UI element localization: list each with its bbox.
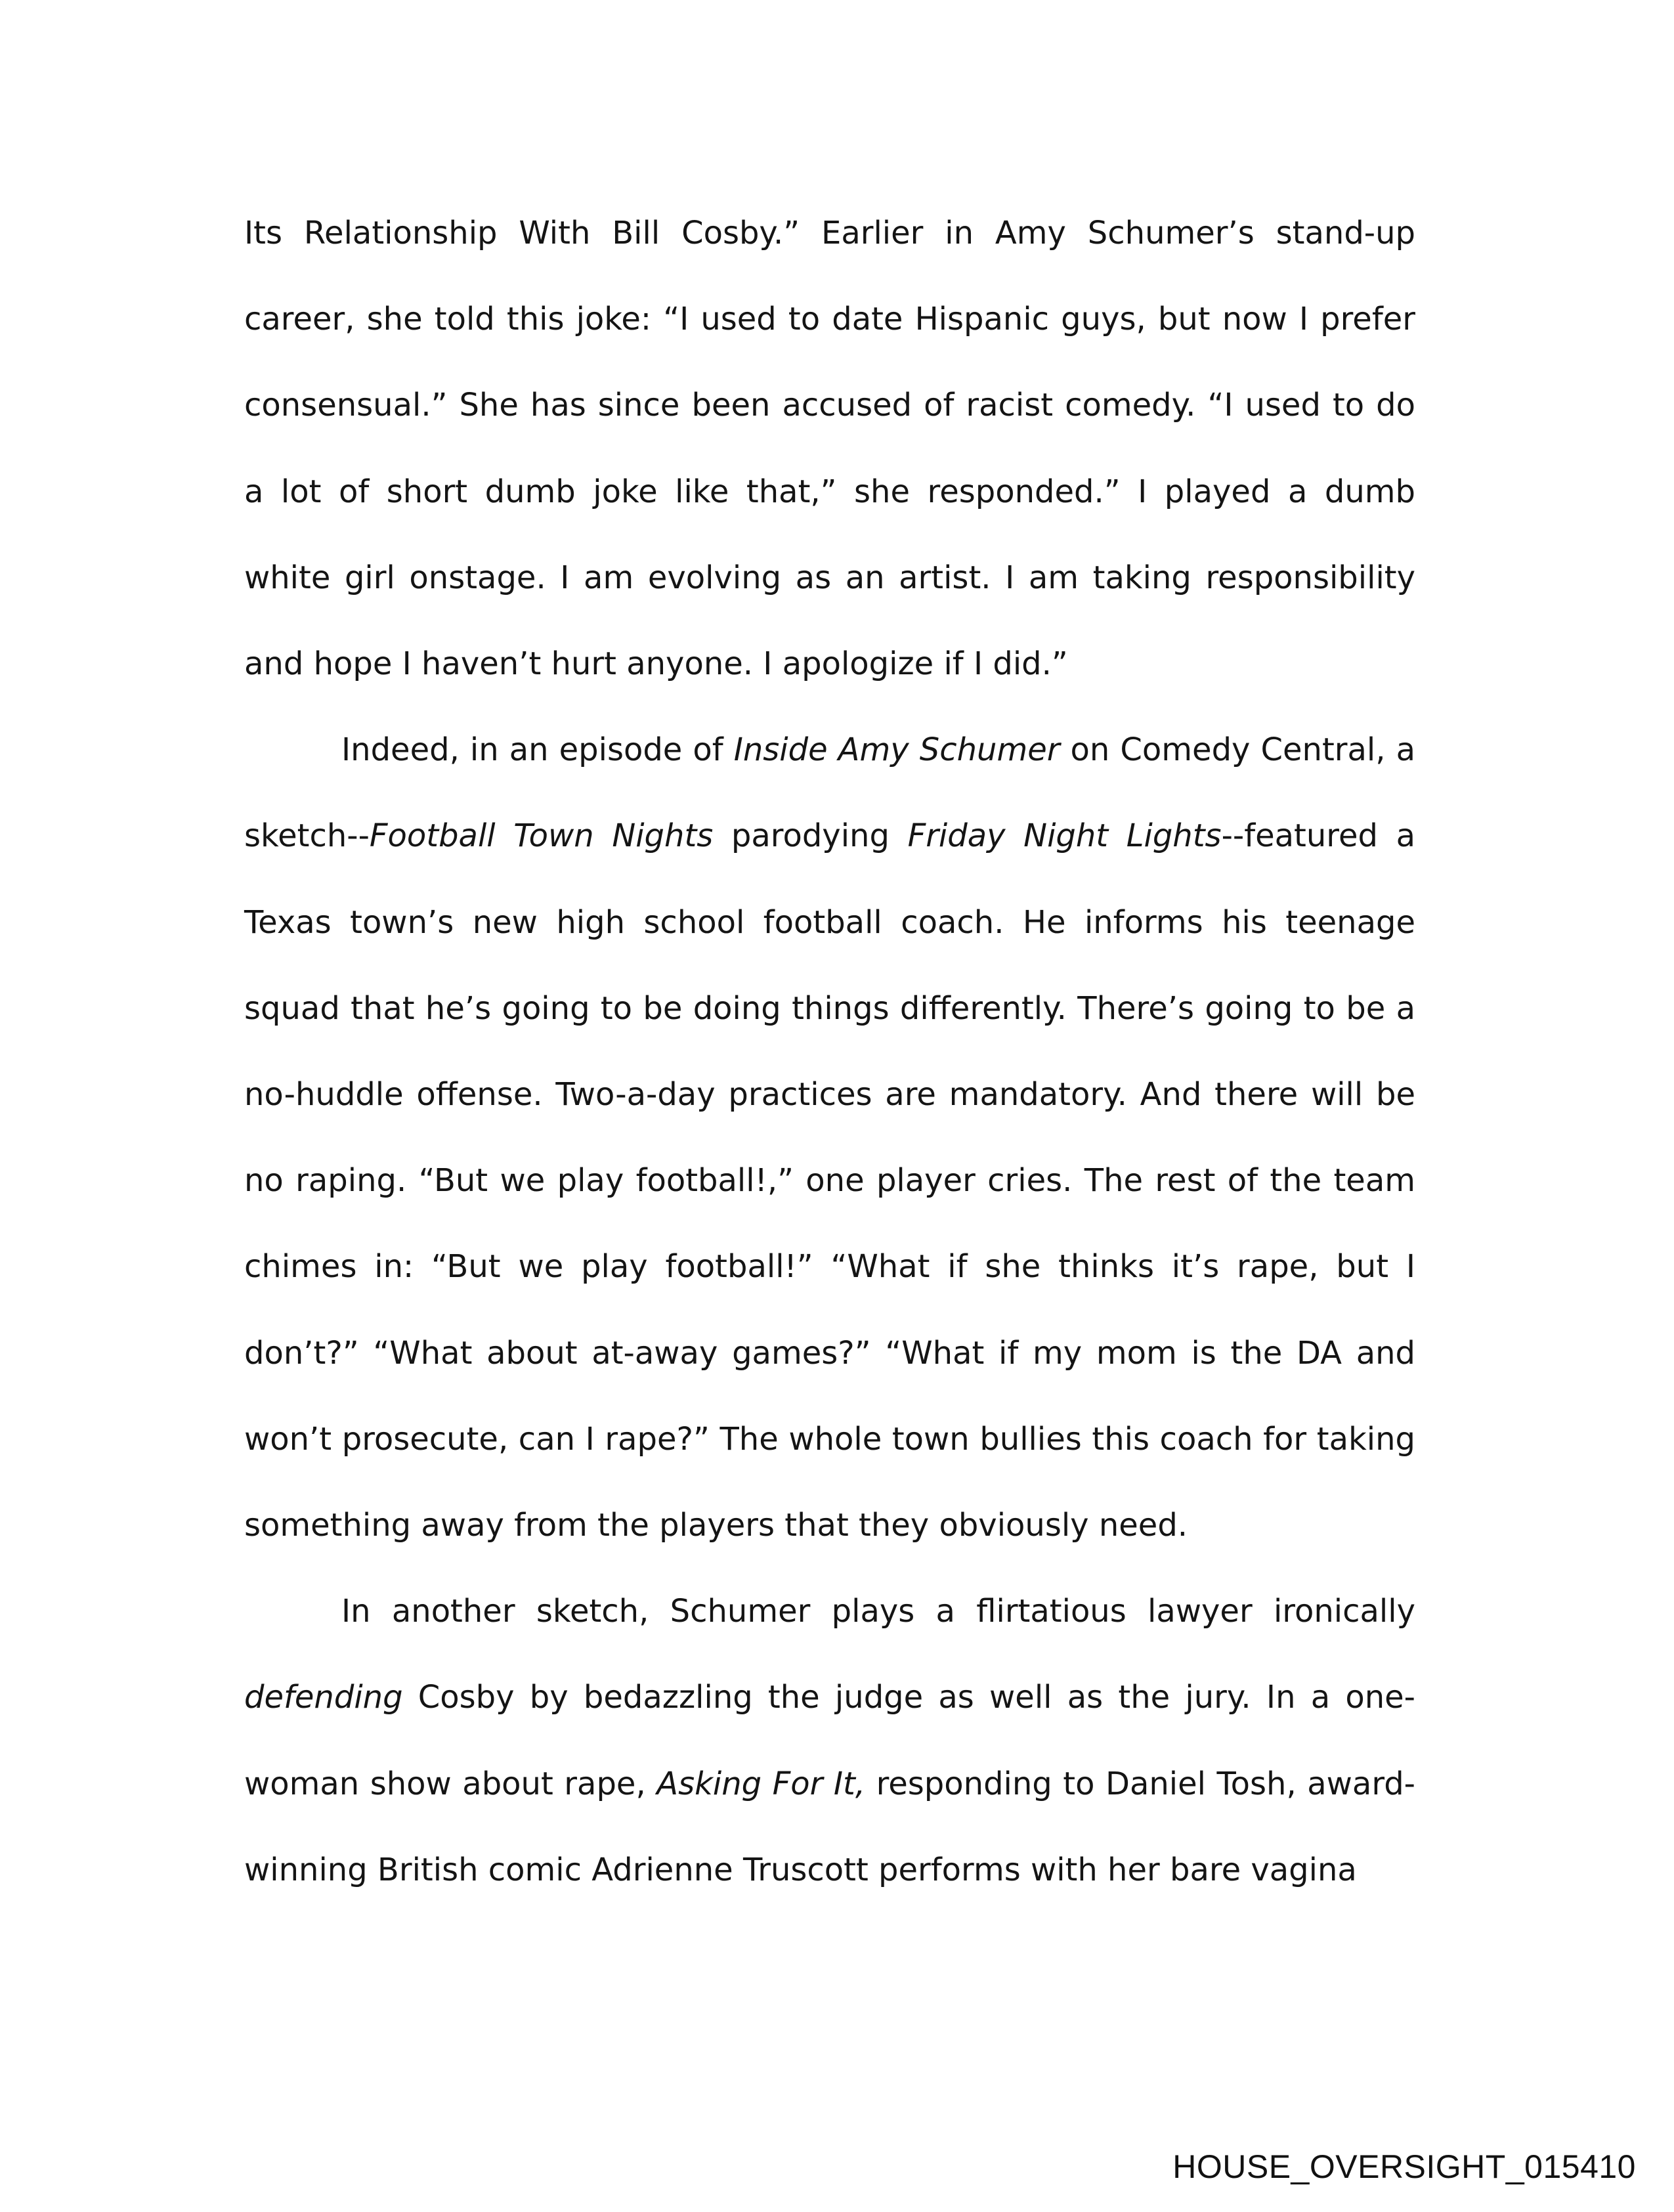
paragraph-2-text: on Comedy Central, a sketch--: [244, 731, 1416, 855]
paragraph-3-text: Cosby by bedazzling the judge as well as the jury. In a one-woman show about rape,: [244, 1679, 1415, 1802]
emphasis-defending: defending: [244, 1679, 403, 1716]
paragraph-3-text: responding to Daniel Tosh, award-winning British comic Adrienne Truscott performs with her bare vagina: [244, 1765, 1415, 1888]
paragraph-2-text: --featured a Texas town’s new high school football coach. He informs his teenage squad that he’s going to be doing things differently. There’s going to be a no-huddle offense. Two-a-day practices are mandatory. And there will be no raping. “But we play football!,” one player cries. The rest of the team chimes in: “But we play football!” “What if she thinks it’s rape, but I don’t?” “What about at-away games?” “What if my mom is the DA and won’t prosecute, can I rape?” The whole town bullies this coach for taking something away from the players that they obviously need.: [244, 817, 1416, 1544]
paragraph-2-text: Indeed, in an episode of: [341, 731, 734, 769]
show-title-friday-night-lights: Friday Night Lights: [907, 817, 1222, 855]
body-text: [244, 190, 1415, 1913]
bates-number: HOUSE_OVERSIGHT_015410: [1172, 2148, 1636, 2185]
paragraph-1-text: Its Relationship With Bill Cosby.” Earlier in Amy Schumer’s stand-up career, she told this joke: “I used to date Hispanic guys, but now I prefer consensual.” She has since been accused of racist comedy. “I used to do a lot of short dumb joke like that,” she responded.” I played a dumb white girl onstage. I am evolving as an artist. I am taking responsibility and hope I haven’t hurt anyone. I apologize if I did.”: [244, 215, 1415, 683]
paragraph-2: [244, 707, 1415, 1569]
show-title-asking-for-it: Asking For It,: [656, 1765, 866, 1802]
paragraph-1: [244, 190, 1415, 707]
paragraph-3: [244, 1569, 1415, 1913]
show-title-inside-amy-schumer: Inside Amy Schumer: [733, 731, 1060, 769]
paragraph-3-text: In another sketch, Schumer plays a flirtatious lawyer ironically: [341, 1593, 1415, 1630]
sketch-title-football-town-nights: Football Town Nights: [369, 817, 714, 855]
paragraph-2-text: parodying: [713, 817, 908, 855]
